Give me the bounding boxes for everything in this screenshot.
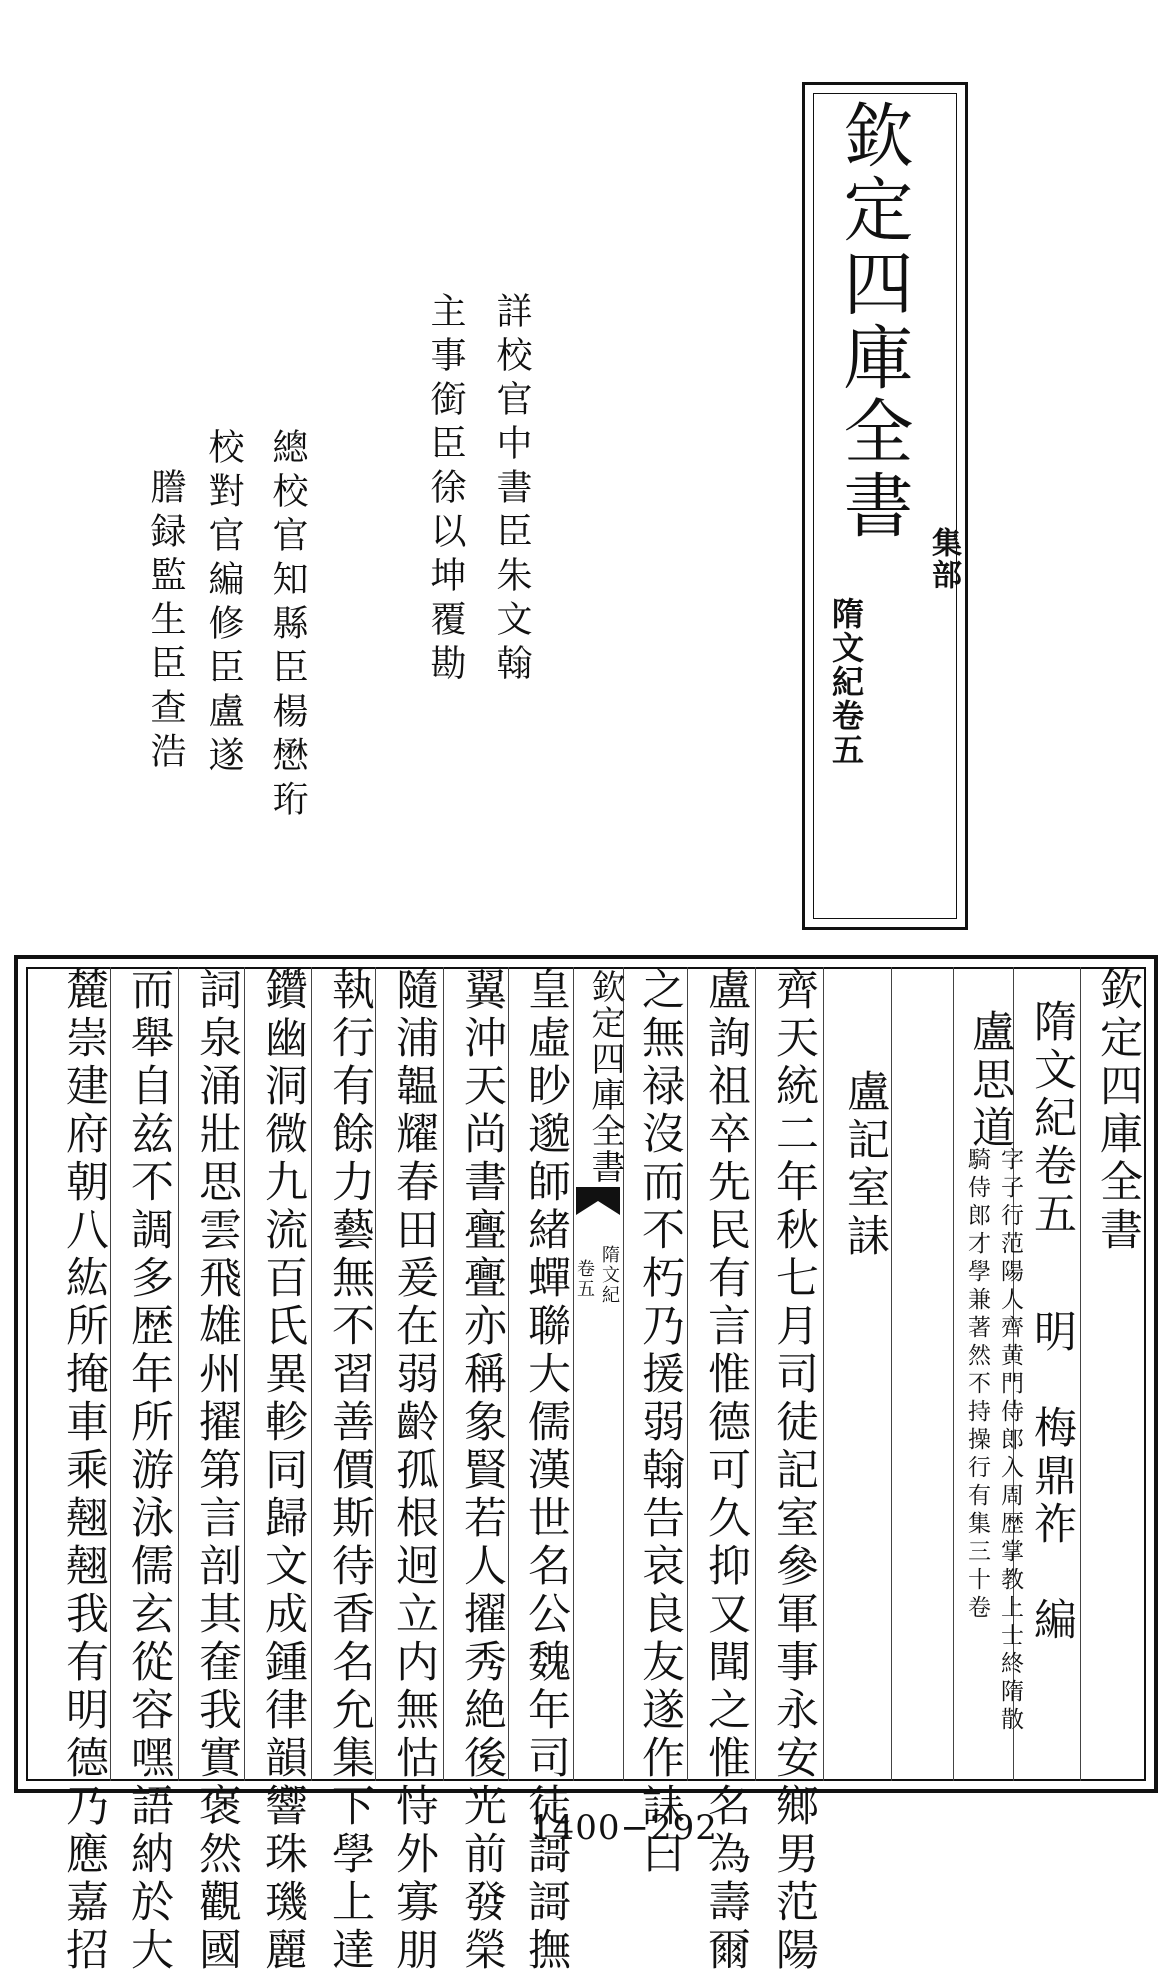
- text-line-5: 翼沖天尚書亹亹亦稱象賢若人擢秀絶後光前發榮: [457, 967, 507, 1975]
- column-divider: [953, 967, 954, 1781]
- text-line-1: 齊天統二年秋七月司徒記室參軍事永安鄉男范陽: [769, 967, 819, 1975]
- page-volume-title: 隋文紀卷五: [1027, 999, 1077, 1239]
- credit-line-1: 詳校官中書臣朱文翰: [491, 292, 532, 688]
- page-header-title: 欽定四庫全書: [1093, 967, 1143, 1255]
- text-line-4: 皇虛眇邈師緒蟬聯大儒漢世名公魏年司徒謌謌撫: [521, 967, 571, 1975]
- text-line-10: 而舉自兹不調多歴年所游泳儒玄從容嘿語納於大: [124, 967, 174, 1975]
- section-label: 集部: [926, 527, 961, 591]
- credit-line-2: 主事銜臣徐以坤覆勘: [425, 292, 466, 688]
- credit-line-4: 校對官編修臣盧遂: [203, 428, 244, 780]
- text-line-8: 鑽幽洞微九流百氏異軫同歸文成鍾律韻響珠璣麗: [258, 967, 308, 1975]
- credit-line-3: 總校官知縣臣楊懋珩: [267, 428, 308, 824]
- piece-title: 盧記室誄: [840, 1069, 890, 1261]
- main-title: 欽定四庫全書: [832, 99, 914, 543]
- credit-line-5: 謄録監生臣查浩: [145, 468, 186, 776]
- text-line-6: 隨浦韞耀春田爰在弱齡孤根迥立内無怙恃外寡朋: [389, 967, 439, 1975]
- author-line: 明 梅鼎祚 編: [1027, 1309, 1077, 1645]
- text-line-3: 之無禄沒而不朽乃援弱翰告哀良友遂作誄曰: [635, 967, 685, 1879]
- text-line-11: 麓崇建府朝八紘所掩車乘翹翹我有明德乃應嘉招: [59, 967, 109, 1975]
- bio-note: 字子行范陽人齊黄門侍郎入周歴掌教上士終隋散騎侍郎才學兼著然不持操行有集三十卷: [964, 1147, 1023, 1735]
- title-cartouche: [802, 82, 968, 930]
- volume-title: 隋文紀卷五: [827, 597, 865, 767]
- center-fold-juan: 卷五: [574, 1259, 595, 1299]
- text-line-2: 盧詢祖卒先民有言惟德可久抑又聞之惟名為壽爾: [701, 967, 751, 1975]
- fishtail-mark-icon: [576, 1187, 620, 1215]
- center-fold-volume: 隋文紀: [599, 1245, 620, 1305]
- text-line-7: 執行有餘力藝無不習善價斯待香名允集下學上達: [325, 967, 375, 1975]
- page-number: 1400−292: [530, 1808, 718, 1848]
- text-line-9: 詞泉涌壯思雲飛雄州擢第言剖其㚝我實褒然觀國: [192, 967, 242, 1975]
- entry-name: 盧思道: [965, 1009, 1015, 1153]
- center-fold-title: 欽定四庫全書: [585, 969, 625, 1185]
